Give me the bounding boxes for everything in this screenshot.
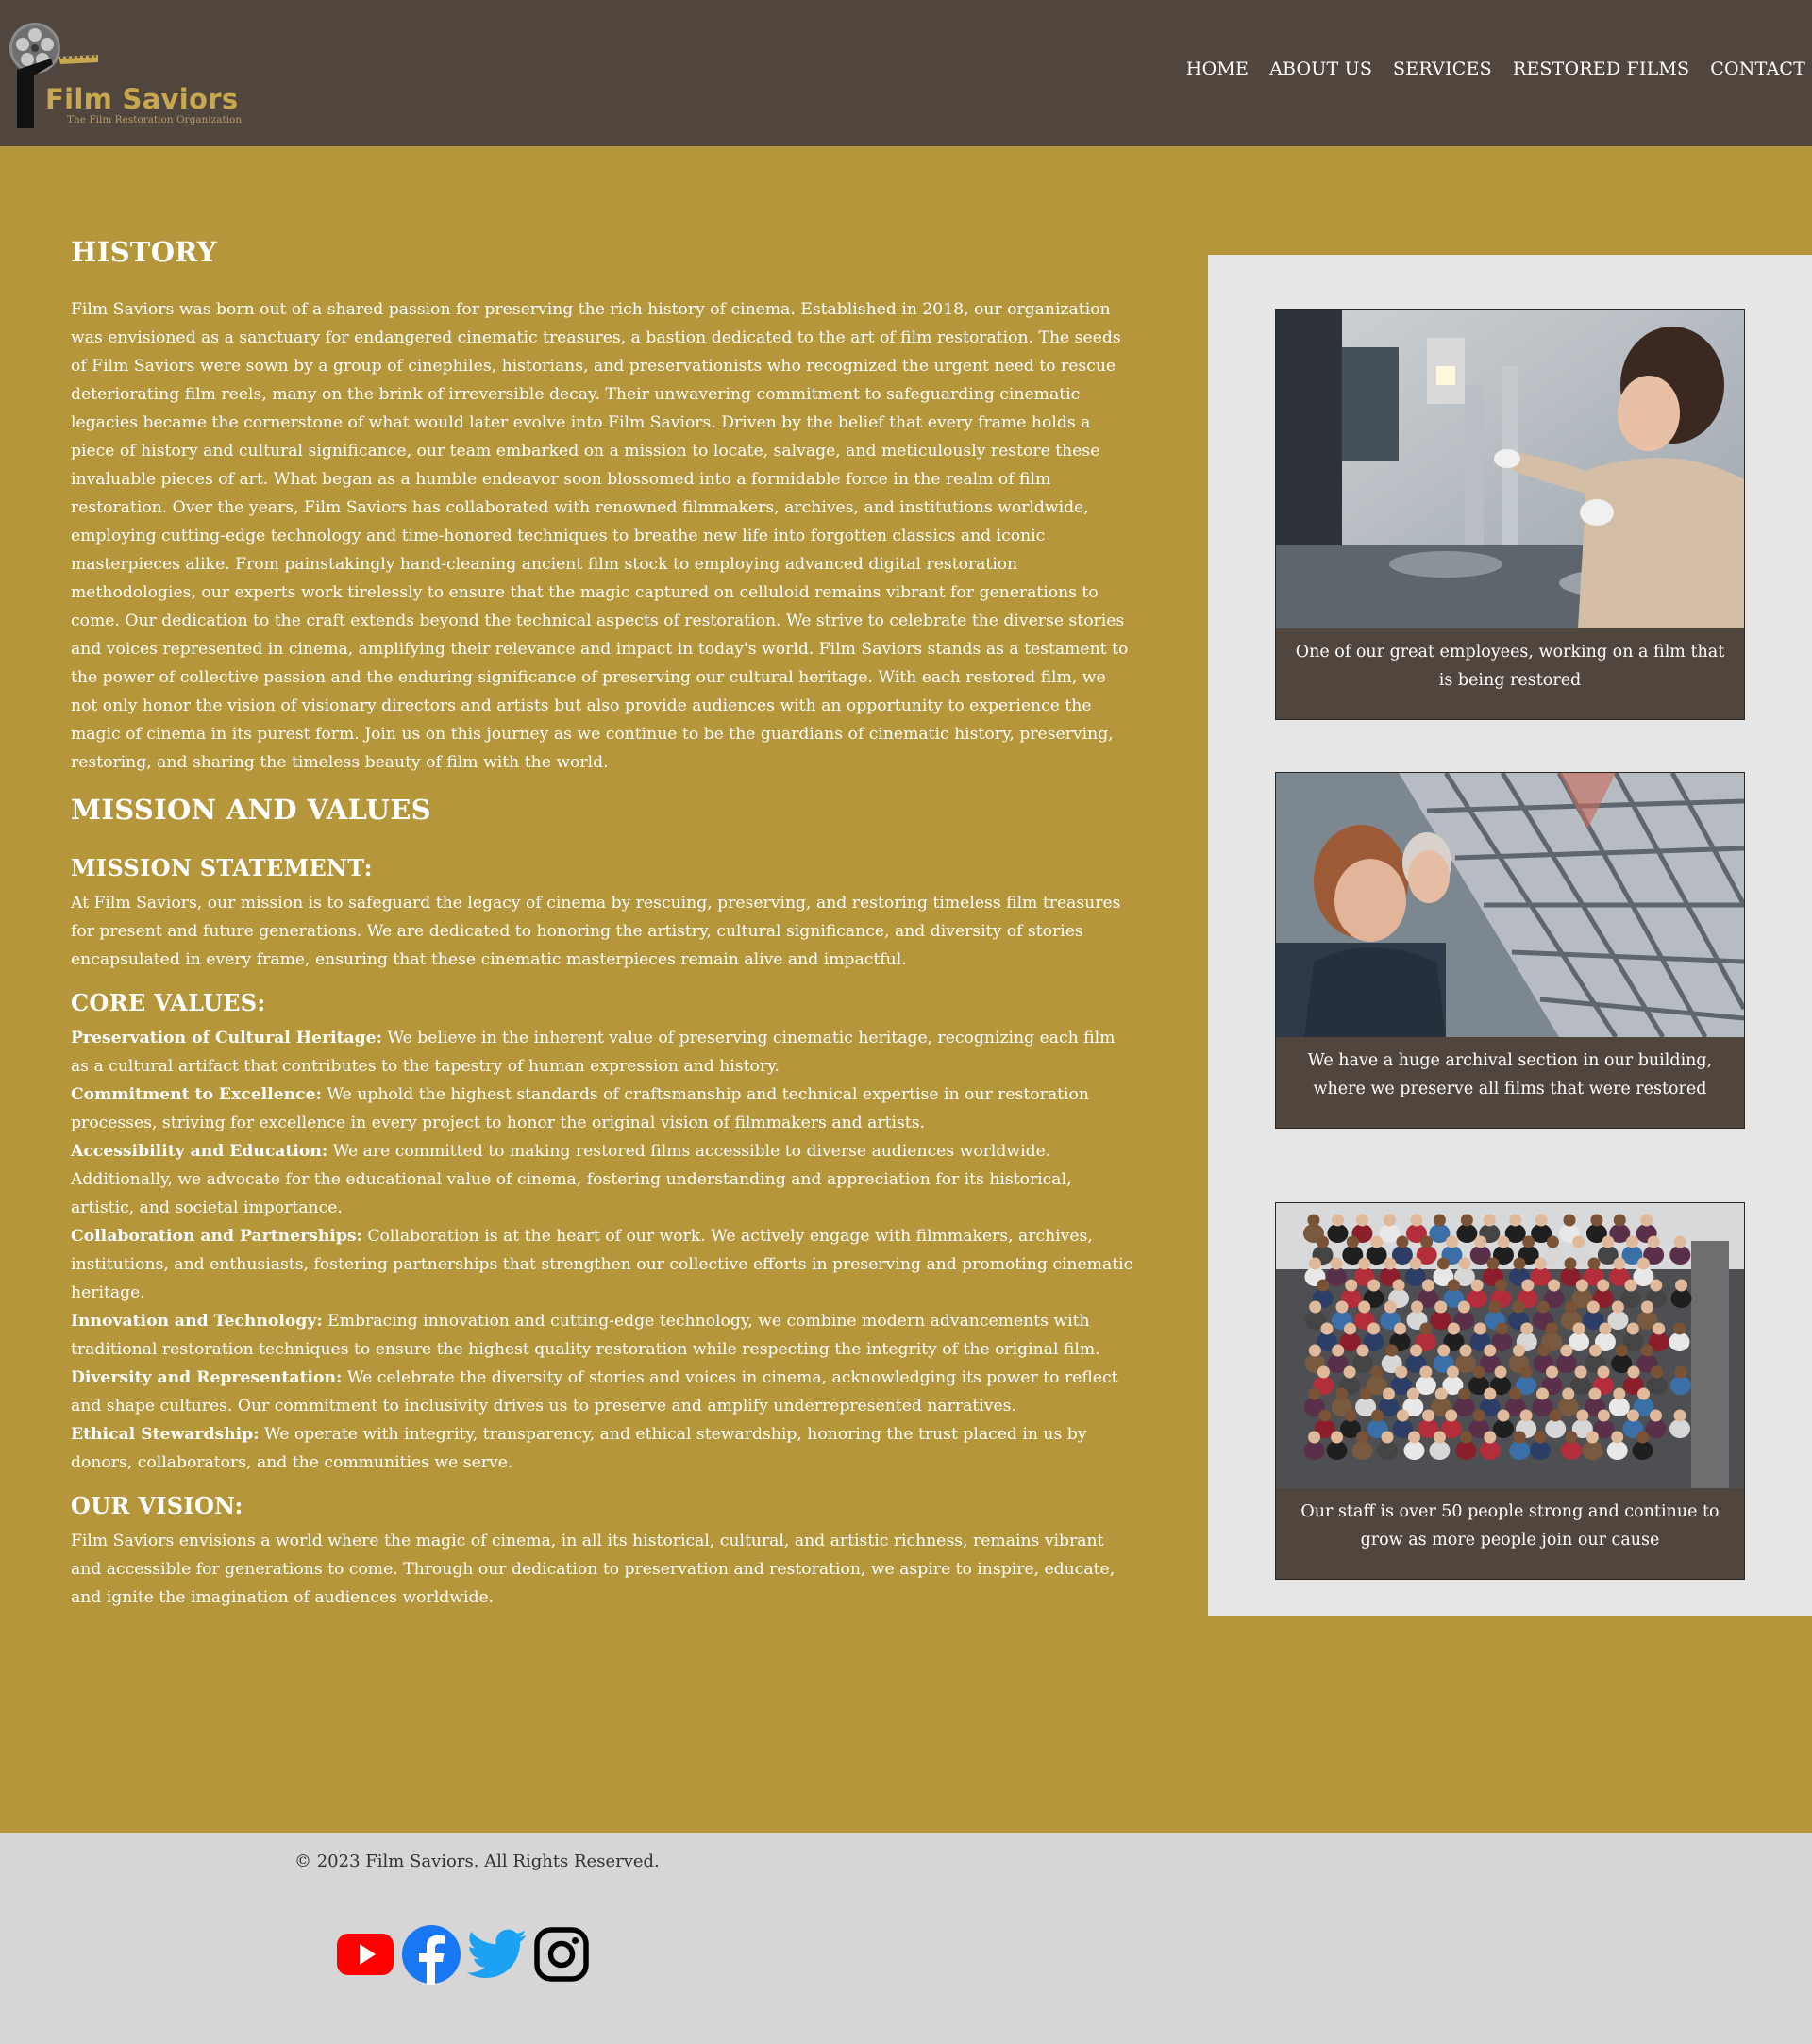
history-heading: HISTORY [71,236,217,268]
value-title: Collaboration and Partnerships: [71,1227,362,1246]
value-item [71,1081,1137,1137]
mission-statement-text: At Film Saviors, our mission is to safeguard the legacy of cinema by rescuing, preserving, and restoring timeless film treasures for present and future generations. We are dedicated to honoring the artistry, cultural significance, and diversity of stories encapsulated in every frame, ensuring that these cinematic masterpieces remain alive and impactful. [71,894,1121,969]
nav-services[interactable]: SERVICES [1393,59,1492,79]
value-title: Commitment to Excellence: [71,1085,322,1104]
value-item [71,1137,1137,1222]
nav-restored-films[interactable]: RESTORED FILMS [1512,59,1690,79]
value-text: We uphold the highest standards of craftsmanship and technical expertise in our restoration processes, striving for excellence in every project to honor the original vision of filmmakers and artists. [71,1085,1089,1132]
main-content [71,236,1137,1612]
nav-contact[interactable]: CONTACT [1710,59,1805,79]
vision-text: Film Saviors envisions a world where the magic of cinema, in all its historical, cultural, and artistic richness, remains vibrant and accessible for generations to come. Through our dedication to preservation and restoration, we aspire to inspire, educate, and ignite the imagination of audiences worldwide. [71,1532,1116,1607]
photo-card [1275,309,1745,720]
site-header [0,0,1812,146]
nav-home[interactable]: HOME [1185,59,1250,79]
logo-title: Film Saviors [45,83,239,115]
photo-caption: One of our great employees, working on a film that is being restored [1295,643,1725,690]
value-title: Accessibility and Education: [71,1142,328,1161]
photo-sidebar [1208,255,1812,1616]
core-values-heading: CORE VALUES: [71,989,266,1016]
mission-values-heading: MISSION AND VALUES [71,794,431,826]
value-title: Innovation and Technology: [71,1312,323,1331]
twitter-icon[interactable] [467,1928,528,1985]
youtube-icon[interactable] [335,1930,395,1983]
value-title: Ethical Stewardship: [71,1425,260,1444]
history-text: Film Saviors was born out of a shared passion for preserving the rich history of cinema. Established in 2018, our organization was envisioned as a sanctuary for endangered cinematic treasures, a bastion dedicated to the art of film restoration. The seeds of Film Saviors were sown by a group of cinephiles, historians, and preservationists who recognized the urgent need to rescue deteriorating film reels, many on the brink of irreversible decay. Their unwavering commitment to safeguarding cinematic legacies became the cornerstone of what would later evolve into Film Saviors. Driven by the belief that every frame holds a piece of history and cultural significance, our team embarked on a mission to locate, salvage, and meticulously restore these invaluable pieces of art. What began as a humble endeavor soon blossomed into a formidable force in the realm of film restoration. Over the years, Film Saviors has collaborated with renowned filmmakers, archives, and institutions worldwide, employing cutting-edge technology and time-honored techniques to breathe new life into forgotten classics and iconic masterpieces alike. From painstakingly hand-cleaning ancient film stock to employing advanced digital restoration methodologies, our experts work tirelessly to ensure that the magic captured on celluloid remains vibrant for generations to come. Our dedication to the craft extends beyond the technical aspects of restoration. We strive to celebrate the diverse stories and voices represented in cinema, amplifying their relevance and impact in today's world. Film Saviors stands as a testament to the power of collective passion and the enduring significance of preserving our cultural heritage. With each restored film, we not only honor the vision of visionary directors and artists but also provide audiences with an opportunity to experience the magic of cinema in its purest form. Join us on this journey as we continue to be the guardians of cinematic history, preserving, restoring, and sharing the timeless beauty of film with the world. [71,300,1129,772]
value-text: We believe in the inherent value of preserving cinematic heritage, recognizing each film as a cultural artifact that contributes to the tapestry of human expression and history. [71,1029,1116,1076]
photo-card [1275,772,1745,1129]
main-nav [1186,59,1805,79]
value-item [71,1222,1137,1307]
photo-caption: Our staff is over 50 people strong and continue to grow as more people join our cause [1300,1502,1720,1550]
value-title: Diversity and Representation: [71,1368,343,1387]
value-item [71,1307,1137,1364]
film-archive-photo [1276,773,1744,1037]
facebook-icon[interactable] [401,1924,461,1988]
value-text: We operate with integrity, transparency, and ethical stewardship, honoring the trust placed in us by donors, collaborators, and the communities we serve. [71,1425,1087,1472]
value-item [71,1420,1137,1477]
photo-caption: We have a huge archival section in our building, where we preserve all films that were restored [1307,1051,1713,1098]
value-item [71,1024,1137,1081]
value-title: Preservation of Cultural Heritage: [71,1029,382,1047]
vision-heading: OUR VISION: [71,1492,243,1519]
site-footer [0,1833,1812,2044]
copyright-text: © 2023 Film Saviors. All Rights Reserved. [294,1851,660,1871]
value-text: Collaboration is at the heart of our work. We actively engage with filmmakers, archives, institutions, and enthusiasts, fostering partnerships that strengthen our collective efforts in preserving and promoting cinematic heritage. [71,1227,1133,1302]
mission-statement-heading: MISSION STATEMENT: [71,854,373,881]
staff-group-photo [1276,1203,1744,1488]
value-text: We celebrate the diversity of stories and voices in cinema, acknowledging its power to reflect and shape cultures. Our commitment to inclusivity drives us to preserve and amplify underrepresented narratives. [71,1368,1118,1416]
core-values-list [71,1024,1137,1477]
nav-about-us[interactable]: ABOUT US [1269,59,1373,79]
value-text: We are committed to making restored films accessible to diverse audiences worldwide. Additionally, we advocate for the educational value of cinema, fostering understanding and appreciation for its historical, artistic, and societal importance. [71,1142,1072,1217]
value-text: Embracing innovation and cutting-edge technology, we combine modern advancements with traditional restoration techniques to ensure the highest quality restoration while respecting the integrity of the original film. [71,1312,1100,1359]
value-item [71,1364,1137,1420]
logo-tagline: The Film Restoration Organization [67,114,243,126]
social-links [335,1924,590,1988]
instagram-icon[interactable] [533,1926,590,1986]
photo-card [1275,1202,1745,1580]
logo[interactable] [8,17,253,130]
employee-restoring-film-photo [1276,310,1744,628]
